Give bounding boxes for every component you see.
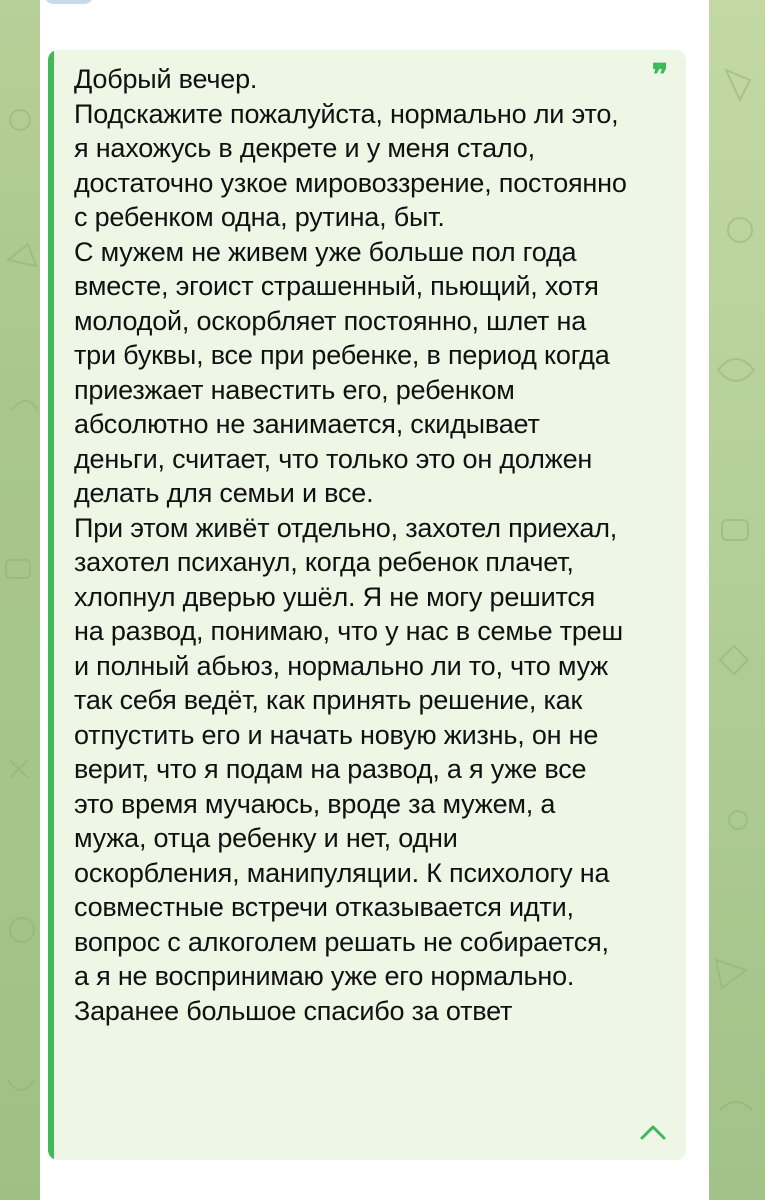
quote-icon: ❞ [651, 58, 668, 93]
quote-accent-bar [48, 50, 54, 1160]
quote-text: Добрый вечер. Подскажите пожалуйста, нормально ли это, я нахожусь в декрете и у меня стало, достаточно узкое мировоззрение, постоянно с ребенком одна, рутина, быт. С мужем не живем уже больше пол года вместе, эгоист страшенный, пьющий, хотя молодой, оскорбляет постоянно, шлет на три буквы, все при ребенке, в период когда приезжает навестить его, ребенком абсолютно не занимается, скидывает деньги, считает, что только это он должен делать для семьи и все. При этом живёт отдельно, захотел приехал, захотел психанул, когда ребенок плачет, хлопнул дверью ушёл. Я не могу решится на развод, понимаю, что у нас в семье треш и полный абьюз, нормально ли то, что муж так себя ведёт, как принять решение, как отпустить его и начать новую жизнь, он не верит, что я подам на развод, а я уже все это время мучаюсь, вроде за мужем, а мужа, отца ребенку и нет, одни оскорбления, манипуляции. К психологу на совместные встречи отказывается идти, вопрос с алкоголем решать не собирается, а я не воспринимаю уже его нормально. Заранее большое спасибо за ответ [74, 64, 627, 1026]
chat-wallpaper-left [0, 0, 40, 1200]
chevron-up-icon[interactable] [638, 1122, 668, 1142]
quoted-message[interactable] [48, 50, 686, 1160]
previous-message-edge [44, 0, 94, 4]
chat-wallpaper-right [709, 0, 765, 1200]
